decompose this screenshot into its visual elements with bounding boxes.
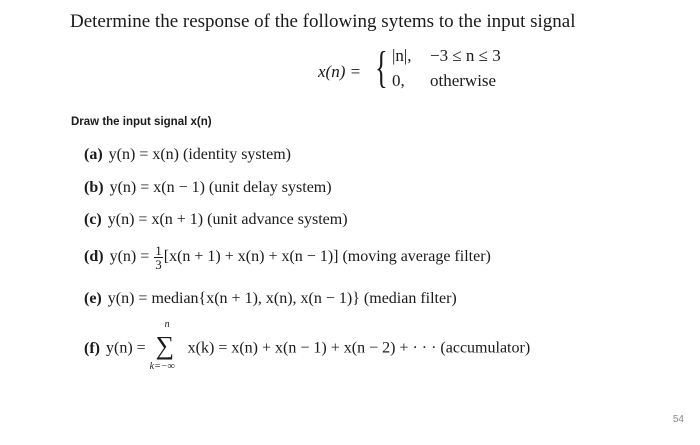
item-c-equation: y(n) = x(n + 1) (unit advance system) xyxy=(107,211,348,228)
item-e-label: (e) xyxy=(84,290,102,307)
item-b xyxy=(84,179,332,197)
item-a xyxy=(84,146,291,164)
sum-upper-limit: n xyxy=(164,319,170,330)
problem-title: Determine the response of the following sytems to the input signal xyxy=(70,11,576,32)
item-d xyxy=(84,244,491,271)
item-a-equation: y(n) = x(n) (identity system) xyxy=(108,146,291,163)
item-d-equation: [x(n + 1) + x(n) + x(n − 1)] (moving average filter) xyxy=(163,248,491,266)
signal-lhs: x(n) = xyxy=(318,62,362,81)
sigma-symbol: ∑ xyxy=(155,331,175,360)
page-number: 54 xyxy=(672,414,684,425)
fraction-denominator: 3 xyxy=(155,257,162,272)
item-f-prefix: y(n) = xyxy=(105,339,146,357)
fraction-numerator: 1 xyxy=(155,243,162,258)
item-f-equation: x(k) = x(n) + x(n − 1) + x(n − 2) + · · · (accumulator) xyxy=(187,339,531,357)
item-f-label: (f) xyxy=(84,339,100,357)
case1-expression: |n|, xyxy=(392,46,412,65)
item-a-label: (a) xyxy=(84,146,103,163)
item-f xyxy=(84,319,531,372)
piecewise-brace: { xyxy=(375,43,388,92)
item-c xyxy=(84,211,348,229)
case2-expression: 0, xyxy=(392,71,405,90)
item-b-label: (b) xyxy=(84,179,104,196)
case2-condition: otherwise xyxy=(430,71,497,90)
item-d-label: (d) xyxy=(84,248,104,266)
item-e-equation: y(n) = median{x(n + 1), x(n), x(n − 1)} (median filter) xyxy=(107,290,457,307)
task-instruction: Draw the input signal x(n) xyxy=(71,116,212,128)
item-c-label: (c) xyxy=(84,211,102,228)
summation xyxy=(149,319,184,372)
sum-lower-limit: k=−∞ xyxy=(149,361,175,372)
item-b-equation: y(n) = x(n − 1) (unit delay system) xyxy=(109,179,332,196)
item-e xyxy=(84,290,457,308)
one-third-fraction xyxy=(154,244,163,271)
case1-condition: −3 ≤ n ≤ 3 xyxy=(430,46,501,65)
item-d-prefix: y(n) = xyxy=(109,248,150,266)
